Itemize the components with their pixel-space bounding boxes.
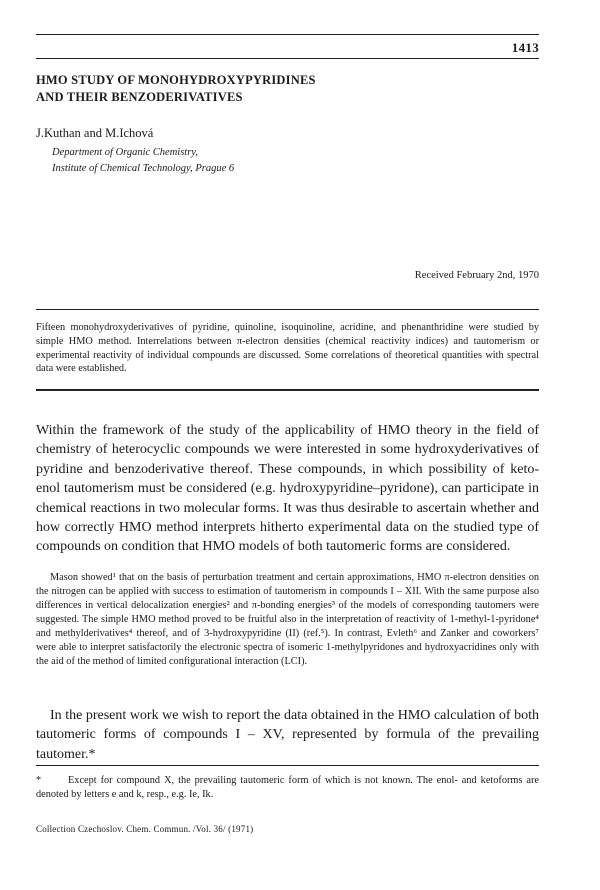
- abstract: Fifteen monohydroxyderivatives of pyridine, quinoline, isoquinoline, acridine, and phenanthridine were studied by simple HMO method. Interrelations between π-electron densities (chemical reactivity indices) and tautomerism or experimental reactivity of individual compounds are discussed. Some correlations of theoretical quantities with spectral data were established.: [36, 322, 539, 375]
- intro-paragraph: Within the framework of the study of the applicability of HMO theory in the field of chemistry of heterocyclic compounds we were interested in some hydroxyderivatives of pyridine and benzoderivative thereof. These compounds, in which possibility of keto-enol tautomerism must be considered (e.g. hydroxypyridine–pyridone), can participate in chemical reactions in two molecular forms. It was thus desirable to ascertain whether and how correctly HMO method interprets hitherto experimental data on the studied type of compounds on condition that HMO models of both tautomeric forms are considered.: [36, 423, 539, 555]
- article-title: [36, 72, 539, 106]
- journal-citation: Collection Czechoslov. Chem. Commun. /Vol. 36/ (1971): [36, 824, 254, 834]
- footnote: [36, 774, 539, 802]
- title-line-1: HMO STUDY OF MONOHYDROXYPYRIDINES: [36, 73, 316, 87]
- affiliation-line-2: Institute of Chemical Technology, Prague 6: [52, 163, 235, 174]
- top-rule: [36, 34, 539, 35]
- present-work-paragraph: In the present work we wish to report the data obtained in the HMO calculation of both tautomeric forms of compounds I – XV, represented by formula of the prevailing tautomer.*: [36, 708, 539, 762]
- page-number: 1413: [511, 40, 539, 55]
- affiliation-line-1: Department of Organic Chemistry,: [52, 147, 199, 158]
- abstract-bottom-rule: [36, 389, 539, 391]
- title-line-2: AND THEIR BENZODERIVATIVES: [36, 90, 243, 104]
- abstract-top-rule: [36, 309, 539, 310]
- footnote-rule: [36, 765, 539, 766]
- footnote-mark: *: [36, 775, 42, 786]
- received-date: Received February 2nd, 1970: [414, 270, 539, 281]
- footnote-text: Except for compound X, the prevailing tautomeric form of which is not known. The enol- and ketoforms are denoted by letters e and k, resp., e.g. Ie, Ik.: [36, 775, 539, 800]
- affiliation: [52, 145, 234, 177]
- literature-paragraph: Mason showed¹ that on the basis of perturbation treatment and certain approximations, HMO π-electron densities on the nitrogen can be applied with success to estimation of tautomerism in compounds I – XII. With the same purpose also differences in vertical delocalization energies² and π-bonding energies³ of the models of corresponding tautomers were suggested. The simple HMO method proved to be fruitful also in the interpretation of reactivity of 1-methyl-1-pyridone⁴ and methylderivatives⁴ thereof, and of 3-hydroxypyridine (II) (ref.⁵). In contrast, Evleth⁶ and Zanker and coworkers⁷ were able to interpret satisfactorily the electronic spectra of isomeric 1-methylpyridones and hydroxyacridines only with the aid of the method of limited configurational interaction (LCI).: [36, 572, 539, 667]
- authors: J.Kuthan and M.Ichová: [36, 126, 154, 140]
- header-rule: [36, 58, 539, 59]
